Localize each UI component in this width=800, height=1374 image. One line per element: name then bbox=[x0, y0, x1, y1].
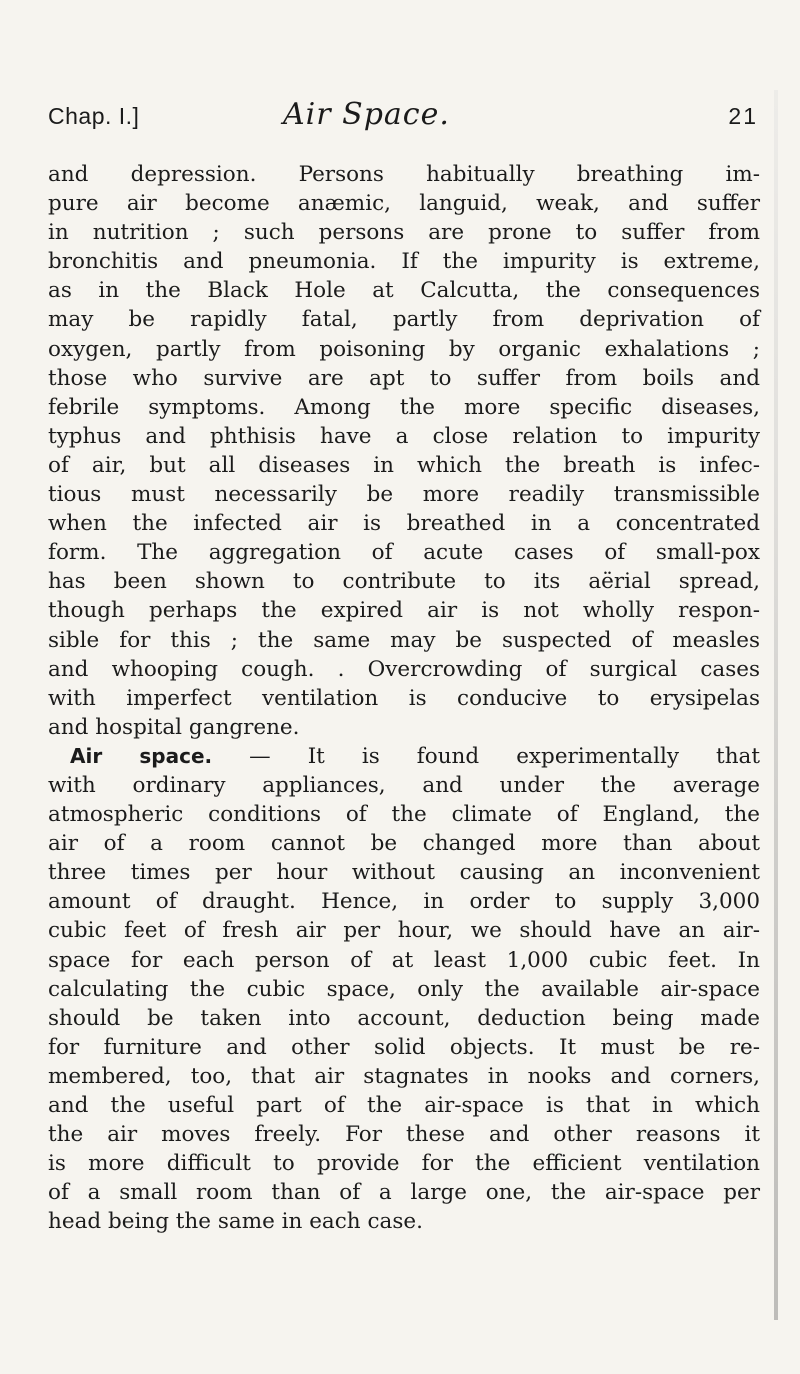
page-title: Air Space. bbox=[283, 97, 450, 132]
chapter-label: Chap. I.] bbox=[48, 103, 140, 129]
text-line: cubic feet of fresh air per hour, we should have an air- bbox=[48, 918, 760, 944]
text-line: the air moves freely. For these and other reasons it bbox=[48, 1122, 760, 1148]
page-edge-shadow bbox=[774, 90, 778, 1320]
text-line: should be taken into account, deduction being made bbox=[48, 1005, 760, 1031]
text-line: oxygen, partly from poisoning by organic exhalations ; bbox=[48, 336, 760, 362]
text-line: pure air become anæmic, languid, weak, and suffer bbox=[48, 191, 760, 217]
text-line: calculating the cubic space, only the available air-space bbox=[48, 976, 760, 1002]
text-line: three times per hour without causing an inconvenient bbox=[48, 860, 760, 886]
text-line: form. The aggregation of acute cases of small-pox bbox=[48, 540, 760, 566]
text-line: typhus and phthisis have a close relation to impurity bbox=[48, 423, 760, 449]
text-line: febrile symptoms. Among the more specific diseases, bbox=[48, 394, 760, 420]
text-line: and whooping cough. . Overcrowding of surgical cases bbox=[48, 656, 760, 682]
text-line: as in the Black Hole at Calcutta, the consequences bbox=[48, 278, 760, 304]
text-line: sible for this ; the same may be suspected of measles bbox=[48, 627, 760, 653]
text-line: and hospital gangrene. bbox=[48, 714, 300, 740]
text-line: and the useful part of the air-space is that in which bbox=[48, 1093, 760, 1118]
text-line: with ordinary appliances, and under the average bbox=[48, 772, 760, 798]
text-line: atmospheric conditions of the climate of England, the bbox=[48, 802, 760, 828]
body-text bbox=[48, 160, 760, 1236]
text-line: and depression. Persons habitually breathing im- bbox=[48, 162, 760, 187]
text-line: has been shown to contribute to its aërial spread, bbox=[48, 569, 760, 595]
text-line: with imperfect ventilation is conducive to erysipelas bbox=[48, 685, 760, 711]
text-line: tious must necessarily be more readily transmissible bbox=[48, 482, 760, 508]
text-line: though perhaps the expired air is not wholly respon- bbox=[48, 598, 760, 624]
text-line: of air, but all diseases in which the breath is infec- bbox=[48, 452, 760, 478]
text-line: air of a room cannot be changed more than about bbox=[48, 831, 760, 857]
text-line: membered, too, that air stagnates in nooks and corners, bbox=[48, 1063, 760, 1089]
section-heading: Air space. bbox=[70, 743, 213, 768]
text-line: head being the same in each case. bbox=[48, 1209, 423, 1235]
text-line: bronchitis and pneumonia. If the impurity is extreme, bbox=[48, 249, 760, 275]
section-first-line-text: — It is found experimentally that bbox=[212, 743, 760, 769]
page-number: 21 bbox=[728, 103, 758, 129]
text-line: space for each person of at least 1,000 cubic feet. In bbox=[48, 947, 760, 973]
section-first-line bbox=[48, 742, 760, 771]
text-line: is more difficult to provide for the efficient ventilation bbox=[48, 1151, 760, 1177]
text-line: may be rapidly fatal, partly from deprivation of bbox=[48, 307, 760, 333]
text-line: of a small room than of a large one, the air-space per bbox=[48, 1180, 760, 1206]
text-line: for furniture and other solid objects. It must be re- bbox=[48, 1034, 760, 1060]
text-line: amount of draught. Hence, in order to supply 3,000 bbox=[48, 889, 760, 915]
text-line: in nutrition ; such persons are prone to suffer from bbox=[48, 220, 760, 246]
text-line: those who survive are apt to suffer from boils and bbox=[48, 365, 760, 391]
text-line: when the infected air is breathed in a concentrated bbox=[48, 511, 760, 537]
running-head bbox=[48, 97, 758, 143]
